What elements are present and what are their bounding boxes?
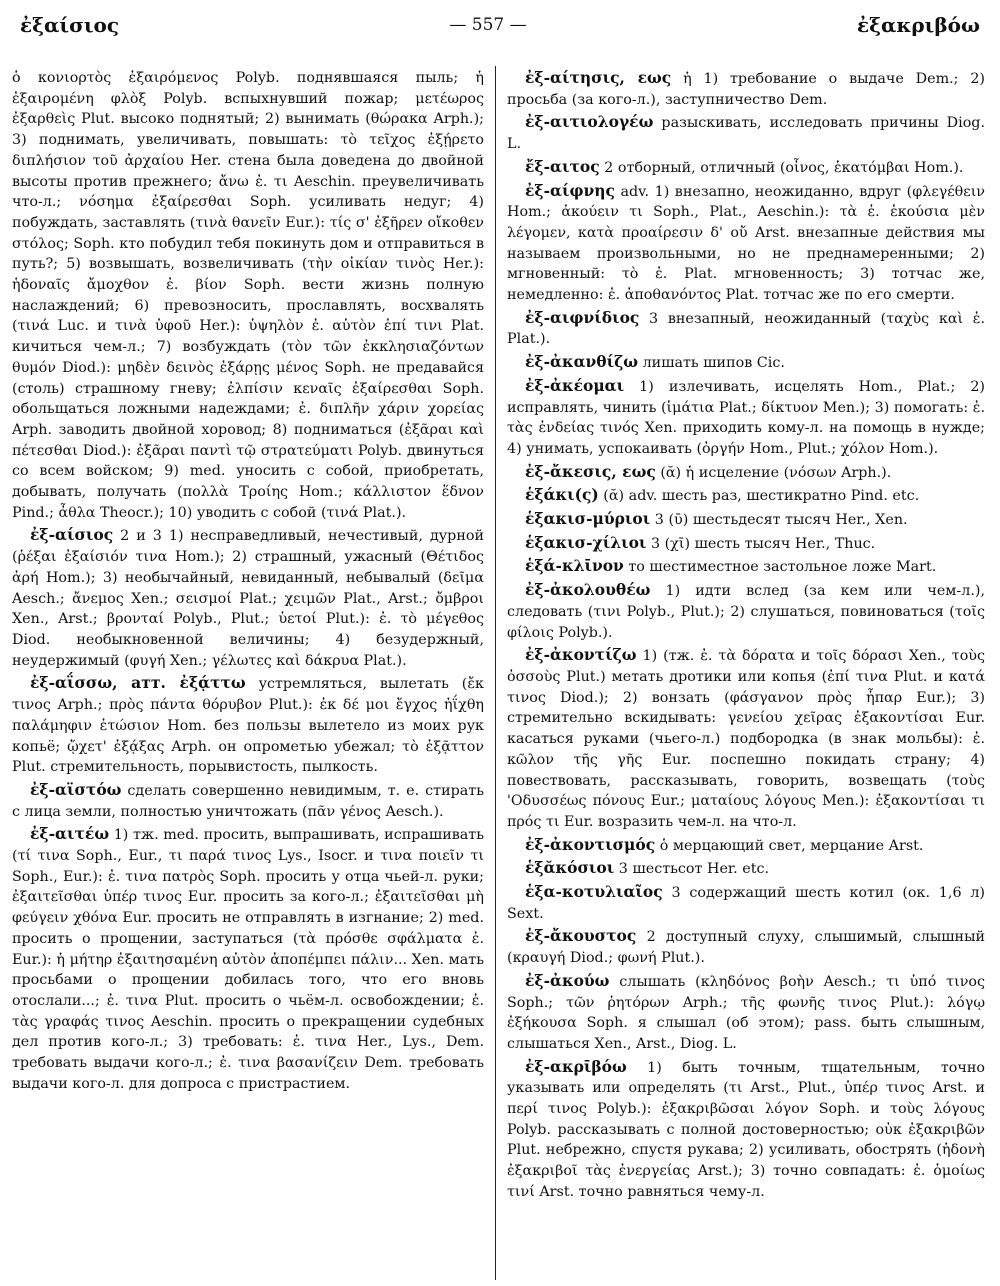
dictionary-entry: [507, 181, 985, 306]
dictionary-entry: [12, 673, 484, 778]
dictionary-entry: [507, 1057, 985, 1203]
dictionary-entry: [507, 533, 985, 555]
dictionary-entry: [507, 308, 985, 350]
entry-text: 1) излечивать, исцелять Hom., Plat.; 2) исправлять, чинить (ἱμάτια Plat.; δίκτυον Men.); 3) помогать: ἐ. τὰς ἐνδείας τινός Xen. приходить кому-л. на помощь в нужде; 4) унимать, успокаивать (ὀργήν Hom., Plut.; χόλον Hom.).: [507, 378, 985, 457]
entry-text: ὁ мерцающий свет, мерцание Arst.: [655, 837, 924, 854]
running-head-right: ἐξακριβόω: [856, 13, 980, 37]
dictionary-entry: [507, 882, 985, 924]
entry-text: то шестиместное застольное ложе Mart.: [623, 559, 937, 576]
dictionary-entry: [12, 780, 484, 822]
entry-text: (ᾰ) ἡ исцеление (νόσων Arph.).: [655, 464, 892, 481]
dictionary-entry: [507, 645, 985, 832]
dictionary-entry: [507, 485, 985, 507]
entry-text: 1) (тж. ἐ. τὰ δόρατα и τοῖς δόρασι Xen., τοὺς ὀσσοὺς Plut.) метать дротики или копья (ἐπί τινα Plut. и κατά τινος Diod.); 2) вонзать (φάσγανον πρὸς ἧπαρ Eur.); 3) стремительно вскидывать: γενείου χεῖρας ἐξακοντίσαι Eur. касаться руками (чьего-л.) подбородка (в знак мольбы): ἐ. κῶλον τῆς γῆς Eur. поспешно покидать страну; 4) повествовать, рассказывать, говорить, возвещать (τοὺς 'Οδυσσέως πόνους Eur.; ματαίους λόγους Men.): ἐξακοντίσαι τι πρός τι Eur. возразить чем-л. на что-л.: [507, 648, 985, 830]
entry-text: 2 доступный слуху, слышимый, слышный (κραυγή Diod.; φωνή Plut.).: [507, 929, 985, 967]
dictionary-entry: [12, 525, 484, 671]
entry-headword: ἐξ-αιτέω: [30, 824, 110, 844]
entry-text: 1) идти вслед (за кем или чем-л.), следовать (τινι Polyb., Plut.); 2) слушаться, повиноваться (τοῖς φίλοις Polyb.).: [507, 583, 985, 641]
dictionary-entry: [507, 926, 985, 968]
entry-headword: ἑξα-κοτυλιαῖος: [525, 882, 663, 902]
entry-text: сделать совершенно невидимым, т. е. стирать с лица земли, полностью уничтожать (πᾶν γένος Aesch.).: [12, 782, 484, 820]
entry-headword: ἐξ-ἀκολουθέω: [525, 580, 651, 600]
entry-text: 1) быть точным, тщательным, точно указывать или определять (τι Arst., Plut., ὑπέρ τινος Arst. и περί τινος Polyb.): ἐξακριβῶσαι λόγον Soph. и τοὺς λόγους Polyb. рассказывать с полной достоверностью; οὐκ ἐξακριβῶν Plut. небрежно, спустя рукава; 2) усиливать, обострять (ἡδονὴ ἐξακριβοῖ τὰς ἐνεργείας Arst.); 3) точно совпадать: ἐ. ὁμοίως τινί Arst. точно равняться чему-л.: [507, 1059, 985, 1200]
entry-headword: ἑξάκι(ς): [525, 485, 599, 505]
entry-text: 3 (χῑ) шесть тысяч Her., Thuc.: [646, 535, 876, 552]
dictionary-entry: [507, 835, 985, 857]
dictionary-entry: [507, 509, 985, 531]
entry-text: разыскивать, исследовать причины Diog. L.: [507, 115, 985, 153]
entry-headword: ἐξ-ἀκέομαι: [525, 375, 625, 395]
dictionary-entry: [507, 112, 985, 154]
entry-headword: ἐξ-αίσιος: [30, 525, 114, 545]
entry-headword: ἐξ-ἀκοντισμός: [525, 834, 656, 854]
entry-text: 3 внезапный, неожиданный (ταχὺς καὶ ἐ. Plat.).: [507, 310, 985, 348]
dictionary-entry: [12, 824, 484, 1094]
entry-headword: ἑξακισ-μύριοι: [525, 509, 651, 529]
entry-headword: ἐξ-ἀκούω: [525, 970, 610, 990]
entry-headword: ἐξ-ἀκοντίζω: [525, 645, 637, 665]
entry-text: 3 шестьсот Her. etc.: [614, 861, 770, 878]
dictionary-entry: [507, 352, 985, 374]
entry-text: 2 отборный, отличный (οἶνος, ἑκατόμβαι Hom.).: [599, 159, 964, 176]
entry-text: adv. 1) внезапно, неожиданно, вдруг (φλεγέθειν Hom.; ἀκούειν τι Soph., Plat., Aeschin.): τὰ ἐ. ἑκούσια μὲν λέγομεν, κατὰ προαίρεσιν δ' οὔ Arst. внезапные действия мы называем произвольными, но не преднамеренными; 2) мгновенный: τὸ ἐ. Plat. мгновенность; 3) тотчас же, немедленно: ἐ. ἀποθανόντος Plat. тотчас же по его смерти.: [507, 183, 985, 304]
dictionary-entry: [507, 157, 985, 179]
entry-headword: ἔξ-αιτος: [525, 156, 600, 176]
running-head-left: ἐξαίσιος: [20, 13, 120, 37]
entry-text: 2 и 3 1) несправедливый, нечестивый, дурной (ῥέξαι ἐξαίσιόν τινα Hom.); 2) страшный, ужасный (Θέτιδος ἀρή Hom.); 3) необычайный, невиданный, небывалый (δεῖμα Aesch.; ἄνεμος Xen.; σεισμοί Plat.; χειμῶν Plat., Arst.; ὄμβροι Xen., Arst.; βρονταί Polyb., Plut.; ὑετοί Plut.): ἐ. τὸ μέγεθος Diod. необыкновенной величины; 4) безудержный, неудержимый (φυγή Xen.; γέλωτες καὶ δάκρυα Plat.).: [12, 528, 484, 669]
page-header: [20, 10, 980, 40]
entry-headword: ἑξά-κλῑνον: [525, 556, 624, 576]
entry-text: 3 (ῡ) шестьдесят тысяч Her., Xen.: [650, 512, 908, 529]
entry-headword: ἐξ-αίτησις, εως: [525, 68, 672, 87]
entry-text: лишать шипов Cic.: [638, 355, 785, 372]
entry-text: 3 содержащий шесть котил (ок. 1,6 л) Sext.: [507, 885, 985, 922]
dictionary-entry: [12, 68, 484, 523]
dictionary-entry: [507, 971, 985, 1055]
entry-headword: ἐξ-αιτιολογέω: [525, 112, 654, 132]
entry-headword: ἑξᾰκόσιοι: [525, 858, 615, 878]
entry-headword: ἐξ-αϊστόω: [30, 779, 122, 799]
right-column: [507, 68, 985, 1205]
page-number: — 557 —: [449, 15, 527, 35]
entry-headword: ἐξ-ἄκουστος: [525, 926, 637, 946]
entry-headword: ἐξ-αίφνης: [525, 180, 615, 200]
dictionary-entry: [507, 68, 985, 110]
entry-text: 1) тж. med. просить, выпрашивать, испрашивать (τί τινα Soph., Eur., τι παρά τινος Lys., Isocr. и τινα ποιεῖν τι Soph., Eur.): ἐ. τινα πατρὸς Soph. просить у отца чьей-л. руки; ἐξαιτεῖσθαι ὑπέρ τινος Eur. просить за кого-л.; ἐξαιτεῖσθαι μὴ φεύγειν χθόνα Eur. просить не отправлять в изгнание; 2) med. просить о прощении, заступаться (τὰ πρόσθε σφάλματα ἐ. Eur.): ἡ μήτηρ ἐξαιτησαμένη αὐτὸν ἀποπέμπει πάλιν... Xen. мать просьбами о прощении добилась того, что его вновь отослали...; ἐ. τινα Plut. просить о чьём-л. освобождении; ἐ. τὰς γραφάς τινος Aeschin. просить о прекращении судебных дел против кого-л.; 3) требовать: ἐ. τινα Her., Lys., Dem. требовать выдачи кого-л.; ἐ. τινα βασανίζειν Dem. требовать выдачи кого-л. для допроса с пристрастием.: [12, 827, 484, 1092]
entry-headword: ἐξ-ἄκεσις, εως: [525, 461, 656, 481]
dictionary-entry: [507, 858, 985, 880]
dictionary-entry: [507, 462, 985, 484]
entry-headword: ἐξ-ἀκανθίζω: [525, 352, 639, 372]
entry-text: ὁ κονιορτὸς ἐξαιρόμενος Polyb. поднявшаяся пыль; ἡ ἐξαιρομένη φλὸξ Polyb. вспыхнувший пожар; μετέωρος ἐξαρθεὶς Plut. высоко поднятый; 2) вынимать (θώρακα Arph.); 3) поднимать, увеличивать, повышать: τὸ τεῖχος ἐξῄρετο διπλήσιον τοῦ ἀρχαίου Her. стена была доведена до двойной высоты против прежнего; ἄνω ἐ. τι Aeschin. преувеличивать что-л.; νόσημα ἐξαίρεσθαι Soph. усиливать недуг; 4) побуждать, заставлять (τινὰ θανεῖν Eur.): τίς σ' ἐξῆρεν οἴκοθεν στόλος; Soph. кто побудил тебя покинуть дом и отправиться в путь?; 5) возвышать, возвеличивать (τὴν οἰκίαν τινὸς Her.): ἡδοναῖς ἄμοχθον ἐ. βίον Soph. вести жизнь полную наслаждений; 6) превозносить, прославлять, восхвалять (τινά Luc. и τινὰ ὑφοῦ Her.): ὑψηλὸν ἐ. αὑτὸν ἐπί τινι Plat. кичиться чем-л.; 7) возбуждать (τὸν τῶν ἐκκλησιαζόντων θυμόν Diod.): μηδὲν δεινὸς ἐξάρῃς μένος Soph. не предавайся (столь) страшному гневу; ἐλπίσιν κεναῖς ἐξαίρεσθαι Soph. обольщаться ложными надеждами; ἐ. διπλῆν χάριν χορείας Arph. заводить двойной хоровод; 8) подниматься (ἐξᾶραι καὶ πέτεσθαι Diod.): ἐξᾶραι παντὶ τῷ στρατεύματι Polyb. двинуться со всем войском; 9) med. уносить с собой, приобретать, добывать, получать (πολλὰ Τροίης Hom.; κάλλιστον ἕδνον Pind.; ἆθλα Theocr.); 10) уводить с собой (τινά Plat.).: [12, 70, 484, 521]
left-column: [12, 68, 484, 1096]
entry-text: устремляться, вылетать (ἔκ τινος Arph.; πρὸς πάντα θόρυβον Plut.): ἐκ δέ μοι ἔγχος ἠΐχθη παλάμηφιν ἐτώσιον Hom. без пользы вылетело из моих рук копьё; ᾤχετ' ἐξᾴξας Arph. он опрометью убежал; τὸ ἐξᾷττον Plut. стремительность, порывистость, пылкость.: [12, 676, 484, 776]
column-divider: [495, 66, 496, 1280]
entry-headword: ἐξ-αΐσσω, атт. ἐξᾴττω: [30, 673, 246, 693]
entry-headword: ἐξ-ακρῑβόω: [525, 1056, 627, 1076]
entry-headword: ἐξ-αιφνίδιος: [525, 307, 640, 327]
entry-text: ἡ 1) требование о выдаче Dem.; 2) просьба (за кого-л.), заступничество Dem.: [507, 71, 985, 108]
entry-text: слышать (κληδόνος βοὴν Aesch.; τι ὑπό τινος Soph.; τῶν ῥητόρων Arph.; τῆς φωνῆς τινος Plut.): λόγῳ ἐξήκουσα Soph. я слышал (об этом); pass. быть слышным, слышаться Xen., Arst., Diog. L.: [507, 973, 985, 1052]
entry-headword: ἑξακισ-χίλιοι: [525, 532, 647, 552]
entry-text: (ᾰ) adv. шесть раз, шестикратно Pind. etc.: [598, 488, 920, 505]
dictionary-entry: [507, 556, 985, 578]
dictionary-entry: [507, 376, 985, 460]
dictionary-entry: [507, 580, 985, 643]
